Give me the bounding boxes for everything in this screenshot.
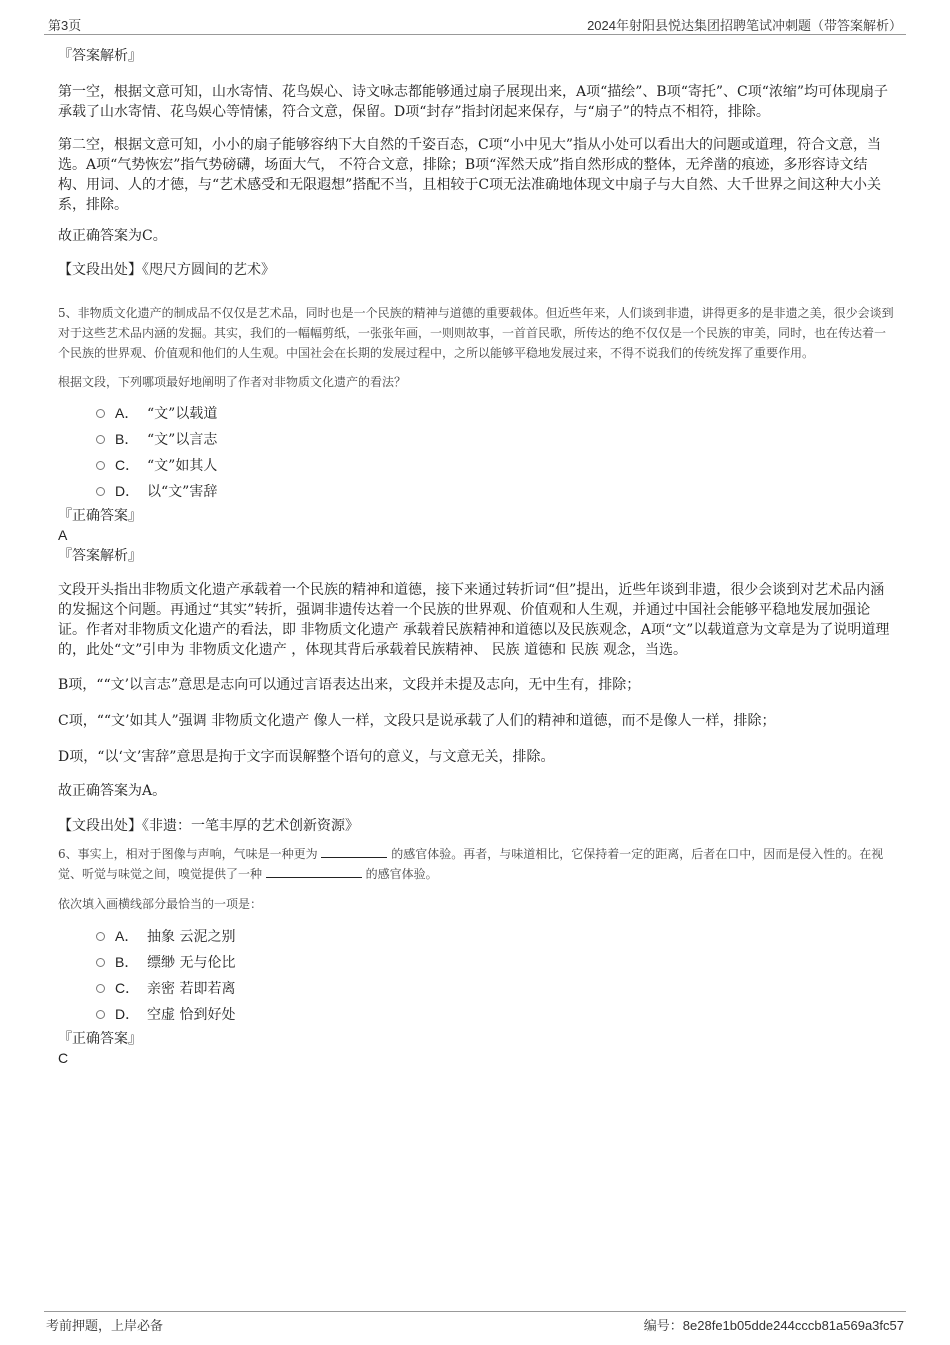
q5-conclusion: 故正确答案为A。 (58, 783, 167, 799)
document-title: 2024年射阳县悦达集团招聘笔试冲刺题（带答案解析） (587, 18, 902, 33)
document-id: 编号：8e28fe1b05dde244cccb81a569a3fc57 (643, 1318, 904, 1333)
q5-analysis-option-c: C项，““文’如其人”强调 非物质文化遗产 像人一样，文段只是说承载了人们的精神和道德，而不是像人一样，排除； (58, 713, 776, 729)
q5-option-a[interactable]: A． “文”以载道 (58, 400, 894, 426)
radio-icon[interactable] (96, 487, 105, 496)
radio-icon[interactable] (96, 932, 105, 941)
q4-source: 【文段出处】《咫尺方圆间的艺术》 (58, 262, 275, 278)
radio-icon[interactable] (96, 984, 105, 993)
document-content (58, 44, 894, 1067)
q5-analysis-option-b: B项，““文’以言志”意思是志向可以通过言语表达出来，文段并未提及志向，无中生有，排除； (58, 677, 641, 693)
fill-blank-2 (266, 865, 362, 878)
q6-option-d[interactable]: D． 空虚 恰到好处 (58, 1001, 894, 1027)
q5-stem: 5、非物质文化遗产的制成品不仅仅是艺术品，同时也是一个民族的精神与道德的重要载体。但近些年来，人们谈到非遗，讲得更多的是非遗之美，很少会谈到对于这些艺术品内涵的发掘。其实，我们的一幅幅剪纸，一张张年画，一则则故事，一首首民歌，所传达的绝不仅仅是一个民族的审美，同时，也在传达着一个民族的世界观、价值观和他们的人生观。中国社会在长期的发展过程中，之所以能够平稳地发展过来，不得不说我们的传统发挥了重要作用。 (58, 306, 894, 360)
q5-analysis-option-d: D项，“以‘文’害辞”意思是拘于文字而误解整个语句的意义，与文意无关，排除。 (58, 749, 555, 765)
radio-icon[interactable] (96, 1010, 105, 1019)
q5-source: 【文段出处】《非遗：一笔丰厚的艺术创新资源》 (58, 818, 359, 834)
page-number: 第3页 (48, 18, 82, 33)
q5-correct-label: 『正确答案』 (58, 508, 142, 524)
radio-icon[interactable] (96, 461, 105, 470)
q5-analysis-paragraph-1: 文段开头指出非物质文化遗产承载着一个民族的精神和道德，接下来通过转折词“但”提出，近些年谈到非遗，很少会谈到对艺术品内涵的发掘这个问题。再通过“其实”转折，强调非遗传达着一个民族的世界观、价值观和人生观，并通过中国社会能够平稳地发展加强论证。作者对非物质文化遗产的看法，即 非物质文化遗产 承载着民族精神和道德以及民族观念，A项“文”以载道意为文章是为了说明道理的，此处“文”引申为 非物质文化遗产 ，体现其背后承载着民族精神、 民族 道德和 民族 观念，当选。 (58, 582, 890, 658)
q6-option-a[interactable]: A． 抽象 云泥之别 (58, 923, 894, 949)
q6-option-c[interactable]: C． 亲密 若即若离 (58, 975, 894, 1001)
q4-analysis-label: 『答案解析』 (58, 48, 142, 64)
footer-slogan: 考前押题，上岸必备 (46, 1318, 164, 1333)
q6-prompt: 依次填入画横线部分最恰当的一项是： (58, 897, 263, 911)
q5-correct-answer: A (58, 527, 68, 543)
page-header (44, 12, 906, 35)
radio-icon[interactable] (96, 435, 105, 444)
q6-correct-label: 『正确答案』 (58, 1031, 142, 1047)
q5-prompt: 根据文段，下列哪项最好地阐明了作者对非物质文化遗产的看法？ (58, 375, 407, 389)
fill-blank-1 (321, 845, 387, 858)
q4-analysis-paragraph-2: 第二空，根据文意可知，小小的扇子能够容纳下大自然的千姿百态，C项“小中见大”指从小处可以看出大的问题或道理，符合文意，当选。A项“气势恢宏”指气势磅礴，场面大气， 不符合文意，排除；B项“浑然天成”指自然形成的整体，无斧凿的痕迹，多形容诗文结构、用词、人的才德，与“艺术感受和无限遐想”搭配不当，且相较于C项无法准确地体现文中扇子与大自然、大千世界之间这种大小关系，排除。 (58, 137, 882, 213)
q4-conclusion: 故正确答案为C。 (58, 228, 167, 244)
radio-icon[interactable] (96, 958, 105, 967)
q5-option-c[interactable]: C． “文”如其人 (58, 452, 894, 478)
q5-option-b[interactable]: B． “文”以言志 (58, 426, 894, 452)
radio-icon[interactable] (96, 409, 105, 418)
q6-option-b[interactable]: B． 缥缈 无与伦比 (58, 949, 894, 975)
q6-stem: 6、事实上，相对于图像与声响，气味是一种更为 的感官体验。再者，与味道相比，它保持着一定的距离，后者在口中，因而是侵入性的。在视觉、听觉与味觉之间，嗅觉提供了一种 的感官体验。 (58, 847, 884, 881)
q4-analysis-paragraph-1: 第一空，根据文意可知，山水寄情、花鸟娱心、诗文咏志都能够通过扇子展现出来，A项“描绘”、B项“寄托”、C项“浓缩”均可体现扇子承载了山水寄情、花鸟娱心等情愫，符合文意，保留。D项“封存”指封闭起来保存，与“扇子”的特点不相符，排除。 (58, 84, 889, 120)
q5-analysis-label: 『答案解析』 (58, 548, 142, 564)
q6-options (58, 923, 894, 1027)
page-footer (44, 1311, 906, 1336)
q5-option-d[interactable]: D． 以“文”害辞 (58, 478, 894, 504)
q5-options (58, 400, 894, 504)
q6-correct-answer: C (58, 1050, 69, 1066)
